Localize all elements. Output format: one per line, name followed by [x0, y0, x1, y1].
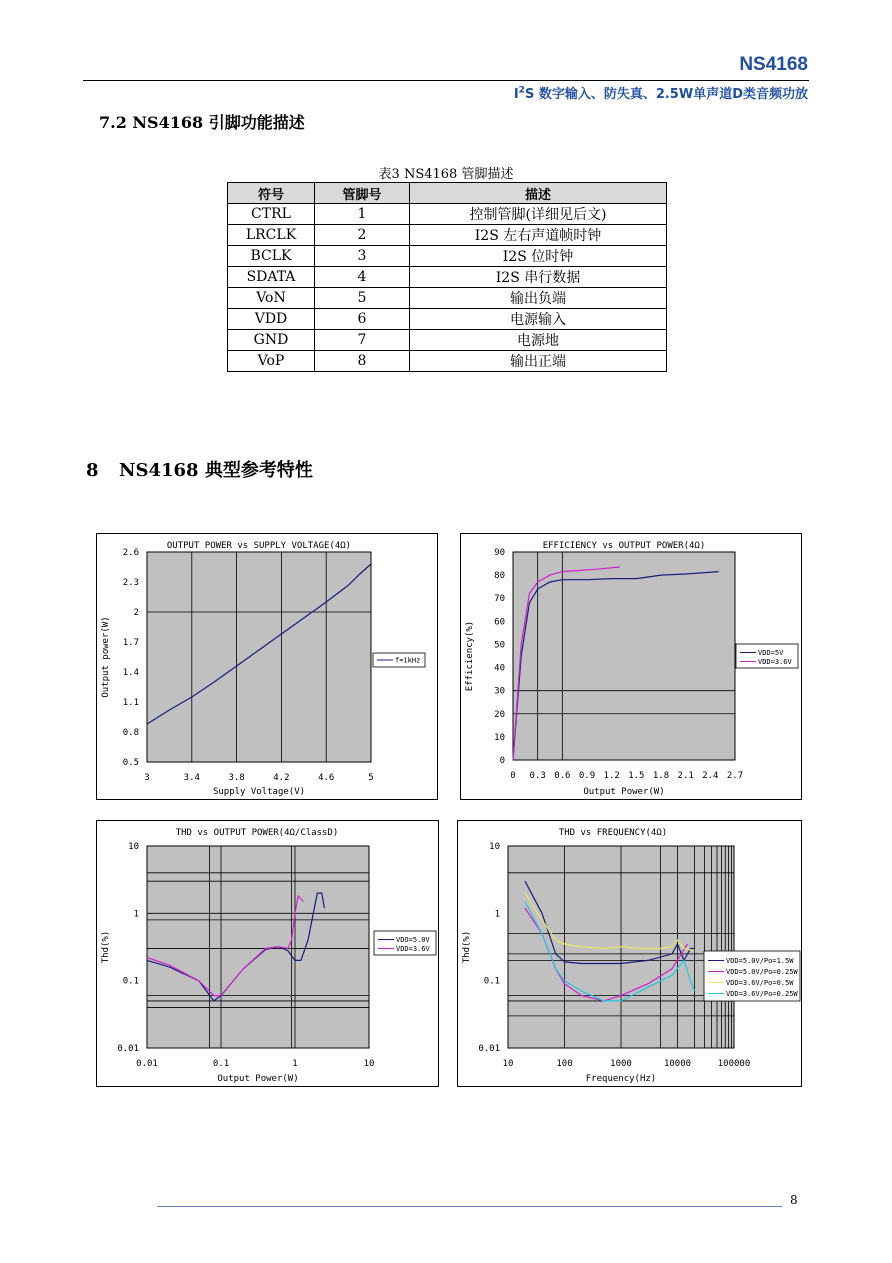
section-8-title: NS4168 典型参考特性	[119, 460, 313, 481]
y-axis-label: Thd(%)	[462, 930, 472, 964]
legend	[736, 644, 798, 668]
section-8-number: 8	[86, 460, 99, 481]
y-tick-label: 40	[494, 663, 505, 674]
x-axis-label: Supply Voltage(V)	[212, 787, 306, 797]
x-tick-label: 3	[144, 773, 150, 783]
cell-pin: 7	[315, 330, 410, 351]
cell-pin: 8	[315, 351, 410, 372]
page-number: 8	[790, 1193, 798, 1207]
y-tick-label: 0.01	[478, 1044, 500, 1054]
header-subtitle	[514, 83, 808, 102]
y-tick-label: 10	[494, 732, 505, 743]
y-axis-label: Thd(%)	[101, 930, 111, 964]
subtitle-rest: S 数字输入、防失真、2.5W单声道D类音频功放	[524, 87, 808, 102]
header-symbol: 符号	[228, 183, 315, 204]
cell-pin: 6	[315, 309, 410, 330]
pin-table-header	[228, 183, 667, 204]
x-tick-label: 0.6	[554, 771, 571, 781]
section-7-2-heading: 7.2 NS4168 引脚功能描述	[99, 113, 305, 132]
cell-pin: 3	[315, 246, 410, 267]
header-pin-number: 管脚号	[315, 183, 410, 204]
legend-label: VDD=3.6V	[396, 945, 430, 953]
legend	[373, 653, 425, 667]
table-row	[228, 204, 667, 225]
y-axis-label: Efficiency(%)	[465, 620, 475, 692]
x-tick-label: 4.2	[273, 773, 290, 783]
chart-svg	[97, 534, 437, 799]
legend	[704, 951, 800, 1001]
x-tick-label: 1.8	[652, 771, 670, 781]
cell-pin: 4	[315, 267, 410, 288]
chart-svg	[461, 534, 801, 799]
y-tick-label: 60	[494, 617, 505, 628]
header-description: 描述	[410, 183, 667, 204]
cell-symbol: VoP	[228, 351, 315, 372]
x-tick-label: 4.6	[318, 773, 335, 783]
cell-desc: 输出负端	[410, 288, 667, 309]
subtitle-sup: 2	[518, 85, 525, 96]
y-tick-label: 2.6	[122, 548, 139, 558]
cell-pin: 1	[315, 204, 410, 225]
y-tick-label: 2	[133, 608, 139, 618]
y-tick-label: 1.4	[122, 668, 139, 678]
cell-pin: 2	[315, 225, 410, 246]
footer-rule	[157, 1206, 782, 1207]
chart-title: THD vs OUTPUT POWER(4Ω/ClassD)	[175, 828, 339, 838]
legend-label: VDD=3.6V	[758, 658, 792, 666]
header-rule	[83, 80, 809, 81]
x-tick-label: 0.9	[578, 771, 596, 781]
x-tick-label: 2.4	[702, 771, 719, 781]
y-tick-label: 90	[494, 548, 505, 558]
section-8-heading	[86, 456, 313, 482]
x-tick-label: 10	[502, 1059, 514, 1069]
chart-thd-vs-power	[96, 820, 439, 1087]
chart-svg	[458, 821, 801, 1086]
x-tick-label: 3.4	[183, 773, 200, 783]
y-tick-label: 1.1	[122, 698, 139, 708]
table-row	[228, 288, 667, 309]
plot-area	[147, 846, 369, 1048]
table-row	[228, 309, 667, 330]
cell-symbol: LRCLK	[228, 225, 315, 246]
x-tick-label: 0.01	[136, 1059, 158, 1069]
cell-pin: 5	[315, 288, 410, 309]
legend	[374, 931, 436, 955]
y-tick-label: 1	[494, 909, 500, 920]
x-tick-label: 5	[368, 773, 374, 783]
y-tick-label: 50	[494, 640, 505, 651]
cell-symbol: CTRL	[228, 204, 315, 225]
legend-label: VDD=5.0V/Po=0.25W	[726, 968, 798, 976]
cell-desc: I2S 位时钟	[410, 246, 667, 267]
y-tick-label: 20	[494, 709, 505, 720]
y-tick-label: 0.8	[122, 728, 139, 738]
legend-label: f=1kHz	[395, 656, 421, 665]
x-axis-label: Frequency(Hz)	[585, 1074, 657, 1084]
legend-label: VDD=5.0V/Po=1.5W	[726, 957, 794, 965]
table-row	[228, 267, 667, 288]
cell-desc: I2S 串行数据	[410, 267, 667, 288]
legend-label: VDD=3.6V/Po=0.5W	[726, 979, 794, 987]
x-tick-label: 100000	[717, 1059, 751, 1069]
chart-title: EFFICIENCY vs OUTPUT POWER(4Ω)	[542, 541, 706, 551]
x-axis-label: Output Power(W)	[217, 1074, 299, 1084]
subtitle-i: I	[513, 87, 519, 102]
legend-label: VDD=3.6V/Po=0.25W	[726, 990, 798, 998]
cell-desc: 电源地	[410, 330, 667, 351]
table-row	[228, 246, 667, 267]
chart-power-vs-voltage	[96, 533, 438, 800]
brand-title: NS4168	[739, 54, 808, 75]
cell-symbol: VDD	[228, 309, 315, 330]
plot-area	[513, 552, 735, 760]
y-tick-label: 10	[489, 842, 500, 852]
cell-symbol: VoN	[228, 288, 315, 309]
cell-symbol: BCLK	[228, 246, 315, 267]
cell-desc: 控制管脚(详细见后文)	[410, 204, 667, 225]
legend-label: VDD=5V	[758, 649, 784, 657]
y-tick-label: 0.01	[117, 1044, 139, 1054]
x-tick-label: 2.7	[726, 771, 744, 781]
y-tick-label: 30	[494, 686, 505, 697]
y-tick-label: 0.1	[483, 976, 500, 987]
x-tick-label: 0	[510, 771, 516, 781]
x-tick-label: 10	[363, 1059, 375, 1069]
y-tick-label: 80	[494, 571, 505, 582]
y-tick-label: 0	[499, 756, 505, 766]
cell-desc: 输出正端	[410, 351, 667, 372]
cell-symbol: GND	[228, 330, 315, 351]
x-tick-label: 1	[292, 1059, 298, 1069]
y-tick-label: 0.1	[122, 976, 139, 987]
table-row	[228, 351, 667, 372]
plot-area	[147, 552, 371, 762]
x-tick-label: 3.8	[228, 773, 245, 783]
x-tick-label: 1000	[610, 1059, 632, 1069]
table-caption: 表3 NS4168 管脚描述	[378, 167, 514, 182]
x-tick-label: 1.2	[603, 771, 620, 781]
x-tick-label: 100	[556, 1059, 573, 1069]
chart-efficiency-vs-power	[460, 533, 802, 800]
cell-symbol: SDATA	[228, 267, 315, 288]
table-row	[228, 330, 667, 351]
chart-title: THD vs FREQUENCY(4Ω)	[558, 828, 668, 838]
y-tick-label: 2.3	[122, 578, 139, 588]
chart-svg	[97, 821, 438, 1086]
cell-desc: I2S 左右声道帧时钟	[410, 225, 667, 246]
pin-table	[227, 182, 667, 372]
y-tick-label: 1	[133, 909, 139, 920]
x-tick-label: 1.5	[628, 771, 645, 781]
x-axis-label: Output Power(W)	[583, 787, 665, 797]
chart-thd-vs-frequency	[457, 820, 802, 1087]
x-tick-label: 0.1	[212, 1059, 230, 1069]
y-tick-label: 1.7	[122, 638, 139, 648]
x-tick-label: 0.3	[529, 771, 546, 781]
x-tick-label: 10000	[663, 1059, 692, 1069]
x-tick-label: 2.1	[677, 771, 694, 781]
legend-label: VDO=5.0V	[396, 936, 430, 944]
y-tick-label: 0.5	[122, 758, 139, 768]
chart-title: OUTPUT POWER vs SUPPLY VOLTAGE(4Ω)	[166, 541, 352, 551]
cell-desc: 电源输入	[410, 309, 667, 330]
y-axis-label: Output power(W)	[101, 616, 111, 698]
table-row	[228, 225, 667, 246]
y-tick-label: 10	[128, 842, 139, 852]
y-tick-label: 70	[494, 594, 505, 605]
